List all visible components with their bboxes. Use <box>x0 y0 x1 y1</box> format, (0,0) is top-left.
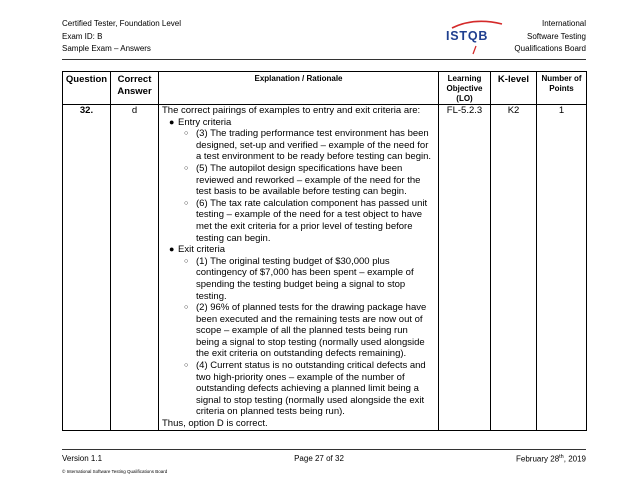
list-item: ○ (2) 96% of planned tests for the drawing package have been executed and the remaining tests are now out of scope – example of all the planned tests being run being a signal to stop testing (normally used alongside the exit criteria on outstanding defects remaining). <box>184 302 427 360</box>
header-org-line-3: Qualifications Board <box>514 44 586 53</box>
footer-page-number: Page 27 of 32 <box>294 454 344 463</box>
col-explanation: Explanation / Rationale <box>159 72 439 105</box>
col-learning-objective: Learning Objective (LO) <box>439 72 491 105</box>
bullet-icon: ● <box>169 116 175 127</box>
question-number: 32. <box>63 105 111 431</box>
col-correct-answer: Correct Answer <box>111 72 159 105</box>
bullet-icon: ● <box>169 244 175 255</box>
footer-date: February 28th, 2019 <box>516 454 586 464</box>
circle-bullet-icon: ○ <box>184 362 189 370</box>
table-row <box>63 105 587 431</box>
k-level-value: K2 <box>491 105 537 431</box>
correct-answer: d <box>111 105 159 431</box>
col-points: Number of Points <box>537 72 587 105</box>
circle-bullet-icon: ○ <box>184 130 189 138</box>
logo-text: ISTQB <box>446 29 489 43</box>
list-item: ○ (6) The tax rate calculation component has passed unit testing – example of the need for a test object to have met the exit criteria for a prior level of testing before testing can begin. <box>184 197 428 244</box>
answer-table <box>62 71 587 431</box>
explanation-cell <box>159 105 439 431</box>
footer-copyright: © International Software Testing Qualifications Board <box>62 469 168 474</box>
circle-bullet-icon: ○ <box>184 257 189 265</box>
header-org-line-2: Software Testing <box>527 31 586 41</box>
list-item: ○ (4) Current status is no outstanding critical defects and two high-priority ones – example of the number of outstanding defects achieving a planned limit being a signal to stop testing (normally used alongside the exit criteria on planned tests being run). <box>184 360 426 418</box>
header-exam-id: Exam ID: B <box>62 31 103 41</box>
istqb-logo <box>446 19 506 55</box>
exit-criteria-heading: ● Exit criteria <box>169 244 225 256</box>
header-right <box>514 18 586 56</box>
entry-criteria-heading: ● Entry criteria <box>169 116 232 128</box>
explanation-conclusion: Thus, option D is correct. <box>162 418 268 430</box>
table-header-row <box>63 72 587 105</box>
learning-objective-value: FL-5.2.3 <box>439 105 491 431</box>
header-divider <box>62 59 586 60</box>
explanation-intro: The correct pairings of examples to entry and exit criteria are: <box>162 105 421 116</box>
list-item: ○ (3) The trading performance test environment has been designed, set-up and verified – example of the need for a test environment to be ready before testing can begin. <box>184 128 432 163</box>
circle-bullet-icon: ○ <box>184 199 189 207</box>
header-cert-line: Certified Tester, Foundation Level <box>62 19 182 28</box>
footer-version: Version 1.1 <box>62 454 103 463</box>
header-left <box>62 18 181 56</box>
points-value: 1 <box>537 105 587 431</box>
circle-bullet-icon: ○ <box>184 164 189 172</box>
col-k-level: K-level <box>491 72 537 105</box>
list-item: ○ (5) The autopilot design specifications have been reviewed and reworked – example of the need for the test basis to be available before testing can begin. <box>184 162 421 198</box>
header-sample-exam: Sample Exam – Answers <box>62 44 151 53</box>
circle-bullet-icon: ○ <box>184 304 189 312</box>
footer-divider <box>62 449 586 450</box>
col-question: Question <box>63 72 111 105</box>
header-org-line-1: International <box>541 19 586 28</box>
list-item: ○ (1) The original testing budget of $30,000 plus contingency of $7,000 has been spent – example of spending the testing budget being a signal to stop testing. <box>184 255 414 302</box>
